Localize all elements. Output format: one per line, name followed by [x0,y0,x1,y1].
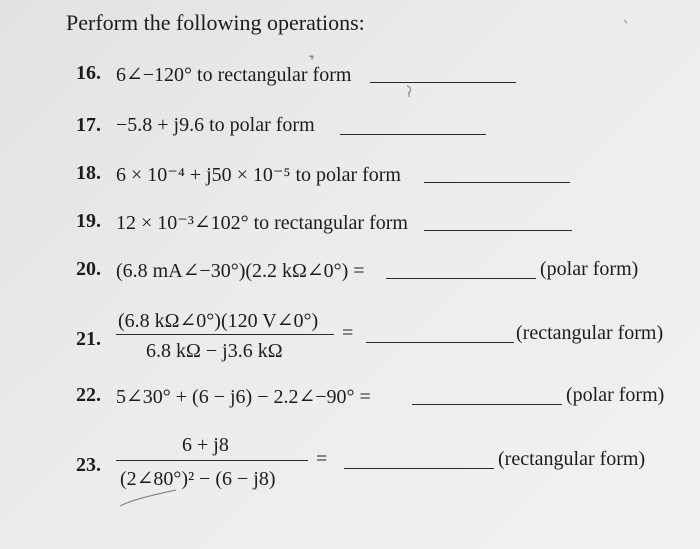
problem-22-number: 22. [76,384,101,406]
problem-16-answer-blank [370,82,516,83]
problem-21-fraction-bar [116,334,334,335]
problem-23-denominator: (2∠80°)² − (6 − j8) [120,468,276,490]
problem-20-text: (6.8 mA∠−30°)(2.2 kΩ∠0°) = [116,260,365,282]
pencil-dot-mark-2 [622,18,630,26]
problem-22-answer-blank [412,404,562,405]
problem-21-numerator: (6.8 kΩ∠0°)(120 V∠0°) [118,310,319,332]
problem-18-text: 6 × 10⁻⁴ + j50 × 10⁻⁵ to polar form [116,164,401,186]
problem-21-number: 21. [76,328,101,350]
pencil-dot-mark [308,54,316,62]
problem-17-text: −5.8 + j9.6 to polar form [116,114,315,136]
problem-22-suffix: (polar form) [566,384,665,406]
problem-18-number: 18. [76,162,101,184]
problem-18-answer-blank [424,182,570,183]
problem-17-answer-blank [340,134,486,135]
problem-23-fraction-bar [116,460,308,461]
pencil-stray-mark [404,84,414,98]
problem-22-text: 5∠30° + (6 − j6) − 2.2∠−90° = [116,386,371,408]
problem-23-numerator: 6 + j8 [182,434,229,456]
problem-20-suffix: (polar form) [540,258,639,280]
problem-23-equals: = [316,448,328,470]
problem-23-answer-blank [344,468,494,469]
problem-21-denominator: 6.8 kΩ − j3.6 kΩ [146,340,283,362]
problem-21-suffix: (rectangular form) [516,322,664,344]
problem-16-text: 6∠−120° to rectangular form [116,64,352,86]
problem-21-answer-blank [366,342,514,343]
problem-23-number: 23. [76,454,101,476]
problem-17-number: 17. [76,114,101,136]
problem-21-equals: = [342,322,354,344]
problem-16-number: 16. [76,62,101,84]
page-heading: Perform the following operations: [66,10,365,35]
problem-20-number: 20. [76,258,101,280]
problem-20-answer-blank [386,278,536,279]
problem-19-text: 12 × 10⁻³∠102° to rectangular form [116,212,408,234]
pencil-underline-mark [118,486,188,510]
problem-23-suffix: (rectangular form) [498,448,646,470]
problem-19-number: 19. [76,210,101,232]
problem-19-answer-blank [424,230,572,231]
